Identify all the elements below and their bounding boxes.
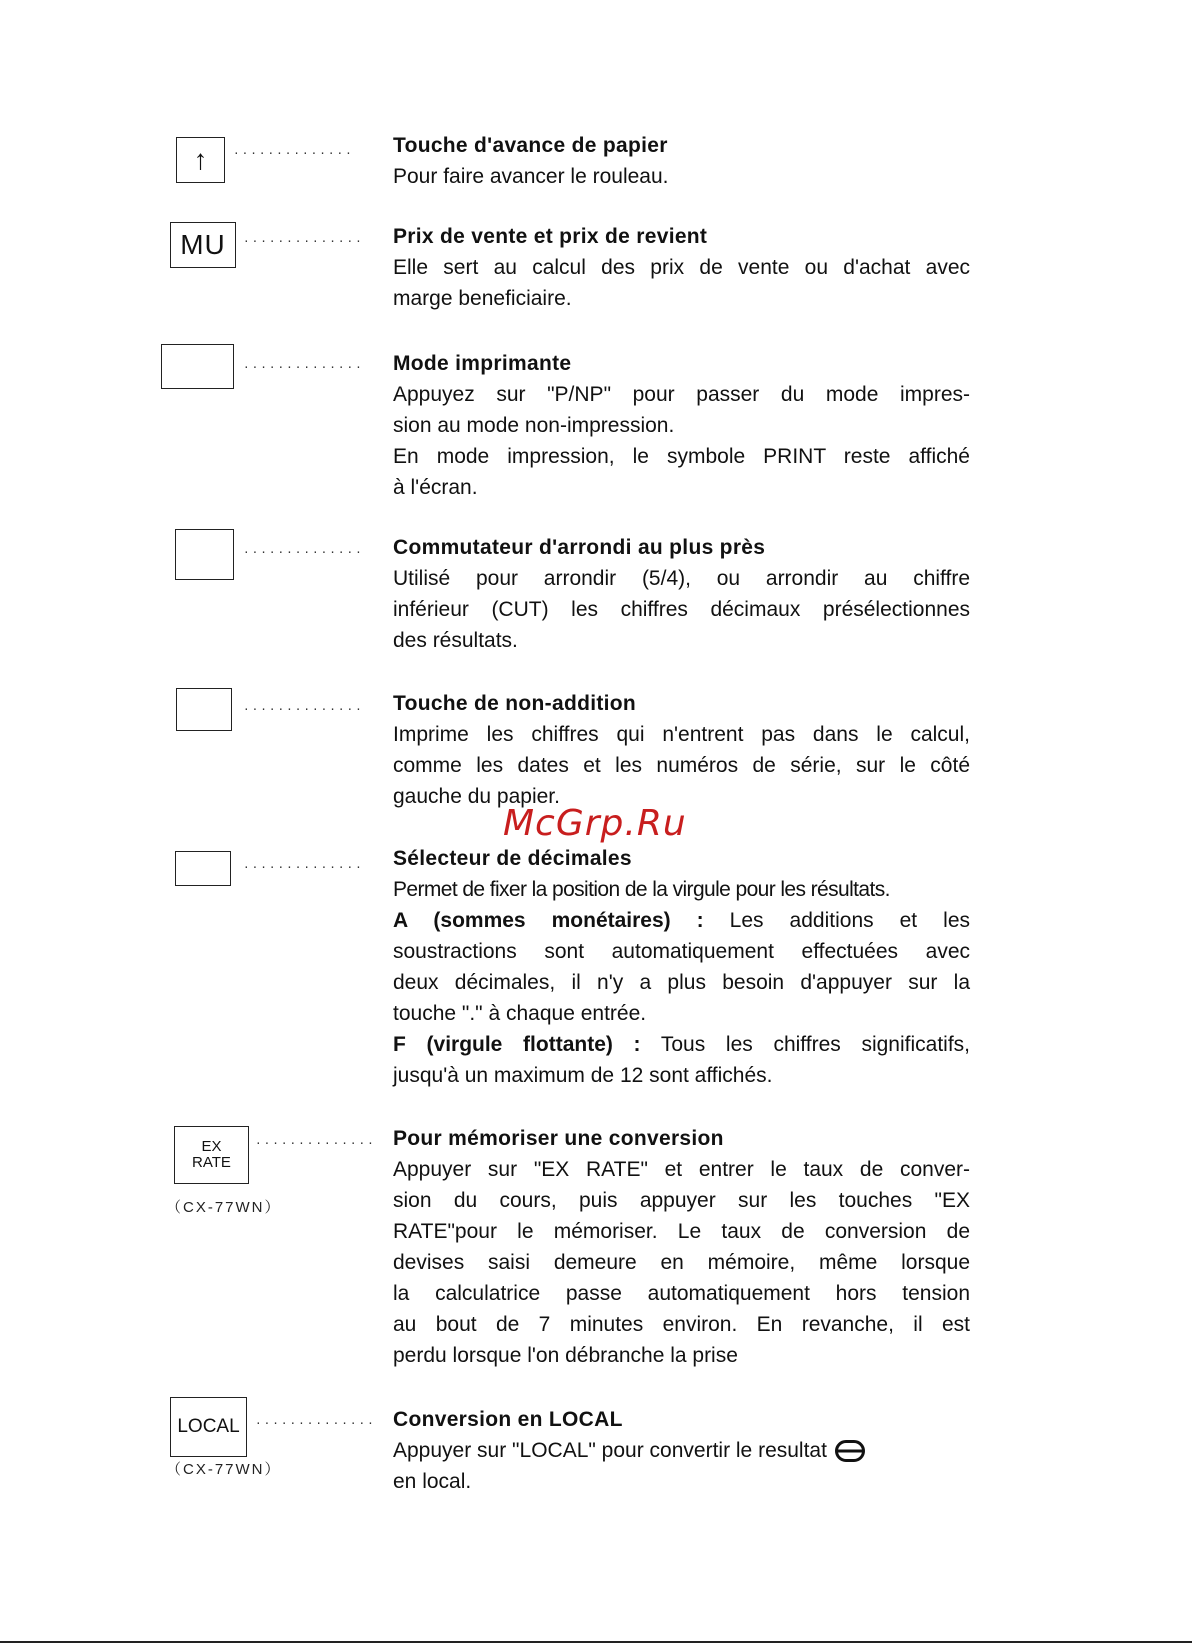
option-f-label: F (virgule flottante) : <box>393 1033 641 1056</box>
coin-icon <box>835 1440 865 1462</box>
leader-dots: .............. <box>255 1134 376 1147</box>
leader-dots: .............. <box>243 232 364 245</box>
entry-local <box>393 1404 970 1497</box>
leader-dots: .............. <box>243 543 364 556</box>
entry-text: en local. <box>393 1470 472 1493</box>
entry-title: Conversion en LOCAL <box>393 1408 623 1431</box>
model-note: （CX-77WN） <box>166 1461 282 1478</box>
option-a-text: Les additions et les <box>703 909 971 932</box>
option-a-label: A (sommes monétaires) : <box>393 909 704 932</box>
entry-title: Prix de vente et prix de revient <box>393 225 708 248</box>
entry-printer-mode <box>393 348 970 503</box>
entry-text: Imprime les chiffres qui n'entrent pas dans le calcul, <box>393 723 970 746</box>
entry-mu <box>393 221 970 314</box>
entry-text: devises saisi demeure en mémoire, même lorsque <box>393 1251 970 1274</box>
entry-text: marge beneficiaire. <box>393 287 572 310</box>
entry-paper-feed <box>393 130 970 192</box>
entry-text: jusqu'à un maximum de 12 sont affichés. <box>393 1064 773 1087</box>
entry-text <box>393 1029 970 1060</box>
entry-text: Elle sert au calcul des prix de vente ou d'achat avec <box>393 256 970 279</box>
entry-text: sion du cours, puis appuyer sur les touches "EX <box>393 1189 970 1212</box>
entry-text: inférieur (CUT) les chiffres décimaux présélectionnes <box>393 598 970 621</box>
arrow-up-icon: ↑ <box>193 144 208 175</box>
entry-text: à l'écran. <box>393 476 478 499</box>
entry-text: comme les dates et les numéros de série, sur le côté <box>393 754 970 777</box>
ex-rate-key <box>174 1126 249 1184</box>
entry-text: la calculatrice passe automatiquement hors tension <box>393 1282 970 1305</box>
entry-text: sion au mode non-impression. <box>393 414 675 437</box>
entry-non-add <box>393 688 970 812</box>
entry-text: En mode impression, le symbole PRINT reste affiché <box>393 445 970 468</box>
local-key <box>170 1397 247 1457</box>
entry-text: deux décimales, il n'y a plus besoin d'appuyer sur la <box>393 971 970 994</box>
entry-decimal <box>393 843 970 1091</box>
entry-text: gauche du papier. <box>393 785 560 808</box>
model-note: （CX-77WN） <box>166 1199 282 1216</box>
entry-text: Appuyer sur "EX RATE" et entrer le taux de conver- <box>393 1158 970 1181</box>
printer-mode-key <box>161 344 234 389</box>
ex-rate-key-label-2: RATE <box>192 1154 231 1171</box>
entry-title: Touche de non-addition <box>393 692 637 715</box>
entry-title: Sélecteur de décimales <box>393 847 632 870</box>
entry-text: RATE"pour le mémoriser. Le taux de conversion de <box>393 1220 970 1243</box>
non-add-key <box>176 688 232 731</box>
rounding-switch-key <box>175 529 234 580</box>
leader-dots: .............. <box>243 700 364 713</box>
entry-text: Pour faire avancer le rouleau. <box>393 165 669 188</box>
watermark: McGrp.Ru <box>503 803 687 844</box>
local-key-label: LOCAL <box>177 1416 240 1437</box>
entry-text <box>393 1435 970 1466</box>
entry-title: Pour mémoriser une conversion <box>393 1127 724 1150</box>
paper-feed-key <box>176 137 225 183</box>
entry-text-line: Appuyer sur "LOCAL" pour convertir le resultat <box>393 1439 827 1462</box>
bottom-rule <box>0 1641 1192 1643</box>
entry-title: Touche d'avance de papier <box>393 134 668 157</box>
leader-dots: .............. <box>233 144 354 157</box>
entry-text: Appuyez sur "P/NP" pour passer du mode impres- <box>393 383 970 406</box>
ex-rate-key-label-1: EX <box>201 1138 222 1155</box>
entry-title: Commutateur d'arrondi au plus près <box>393 536 766 559</box>
entry-text: Utilisé pour arrondir (5/4), ou arrondir au chiffre <box>393 567 970 590</box>
entry-text: Permet de fixer la position de la virgule pour les résultats. <box>393 878 890 901</box>
entry-ex-rate <box>393 1123 970 1371</box>
entry-text: des résultats. <box>393 629 518 652</box>
decimal-selector-key <box>175 851 231 886</box>
entry-text: soustractions sont automatiquement effectuées avec <box>393 940 970 963</box>
mu-key <box>170 222 236 268</box>
entry-text: au bout de 7 minutes environ. En revanche, il est <box>393 1313 970 1336</box>
entry-text: perdu lorsque l'on débranche la prise <box>393 1344 738 1367</box>
option-f-text: Tous les chiffres significatifs, <box>640 1033 970 1056</box>
mu-key-label: MU <box>180 229 226 260</box>
entry-rounding <box>393 532 970 656</box>
leader-dots: .............. <box>243 358 364 371</box>
entry-text <box>393 905 970 936</box>
entry-title: Mode imprimante <box>393 352 572 375</box>
leader-dots: .............. <box>255 1414 376 1427</box>
leader-dots: .............. <box>243 858 364 871</box>
entry-text: touche "." à chaque entrée. <box>393 1002 647 1025</box>
